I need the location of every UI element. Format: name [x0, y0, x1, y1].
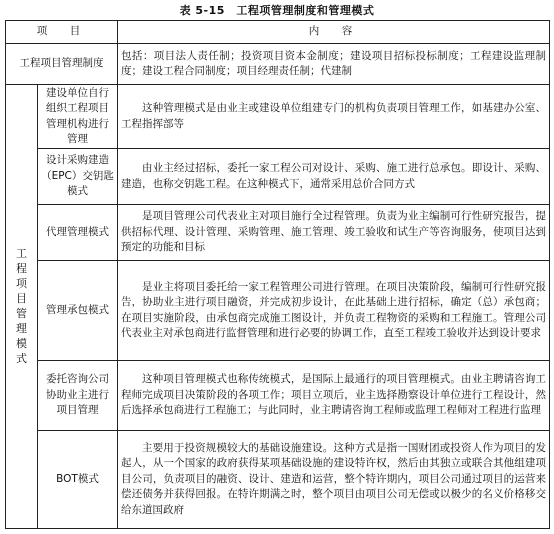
model-content: 由业主经过招标，委托一家工程公司对设计、采购、施工进行总承包。即设计、采购、建造，也称交钥匙工程。在这种模式下，通常采用总价合同方式	[118, 149, 550, 205]
header-item: 项 目	[6, 21, 118, 44]
model-row	[6, 431, 550, 529]
model-content: 这种管理模式是由业主或建设单位组建专门的机构负责项目管理工作，如基建办公室、工程指挥部等	[118, 85, 550, 149]
models-group-label	[6, 85, 38, 529]
model-row	[6, 85, 550, 149]
model-name: 建设单位自行组织工程项目管理机构进行管理	[38, 85, 118, 149]
model-row	[6, 361, 550, 431]
system-content: 包括：项目法人责任制；投资项目资本金制度；建设项目招标投标制度；工程建设监理制度；建设工程合同制度；项目经理责任制；代建制	[118, 44, 550, 85]
table-caption: 表 5-15 工程项管理制度和管理模式	[179, 4, 375, 17]
model-name: 委托咨询公司协助业主进行项目管理	[38, 361, 118, 431]
model-content: 是业主将项目委托给一家工程管理公司进行管理。在项目决策阶段，编制可行性研究报告，协助业主进行项目融资，并完成初步设计，在此基础上进行招标，确定（总）承包商；在项目实施阶段，由承包商完成施工图设计，并负责工程物资的采购和工程施工。管理公司代表业主对承包商进行监督管理和进行必要的协调工作，直至工程竣工验收并达到设计要求	[118, 261, 550, 361]
model-row	[6, 149, 550, 205]
model-name: BOT模式	[38, 431, 118, 529]
model-name: 设计采购建造（EPC）交钥匙模式	[38, 149, 118, 205]
model-row	[6, 205, 550, 261]
header-row	[6, 21, 550, 44]
model-content: 是项目管理公司代表业主对项目施行全过程管理。负责为业主编制可行性研究报告，提供招标代理、设计管理、采购管理、施工管理、竣工验收和试生产等咨询服务，使项目达到预定的功能和目标	[118, 205, 550, 261]
header-content: 内 容	[118, 21, 550, 44]
system-label: 工程项目管理制度	[6, 44, 118, 85]
models-group-text: 工程项目管理模式	[16, 246, 27, 365]
management-table	[5, 20, 550, 529]
model-name: 管理承包模式	[38, 261, 118, 361]
model-name: 代理管理模式	[38, 205, 118, 261]
model-content: 这种项目管理模式也称传统模式，是国际上最通行的项目管理模式。由业主聘请咨询工程师完成项目决策阶段的各项工作；项目立项后，业主选择勘察设计单位进行工程设计，然后选择承包商进行工程施工；与此同时，业主聘请咨询工程师或监理工程师对工程进行监理	[118, 361, 550, 431]
model-content: 主要用于投资规模较大的基础设施建设。这种方式是指一国财团或投资人作为项目的发起人，从一个国家的政府获得某项基础设施的建设特许权，然后由其独立或联合其他组建项目公司，负责项目的融资、设计、建造和运营，整个特许期内，项目公司通过项目的运营来偿还债务并获得回报。在特许期满之时，整个项目由项目公司无偿或以极少的名义价格移交给东道国政府	[118, 431, 550, 529]
model-row	[6, 261, 550, 361]
system-row	[6, 44, 550, 85]
